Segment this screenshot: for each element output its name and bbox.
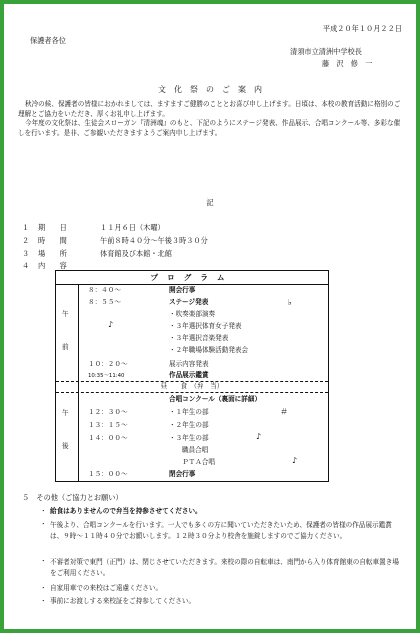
program-item: ＰＴＡ合唱 xyxy=(182,458,215,466)
school-name: 清須市立清洲中学校長 xyxy=(290,47,362,56)
bullet-icon: ・ xyxy=(40,520,47,528)
bullet-icon: ・ xyxy=(40,597,47,605)
program-item: ・吹奏楽部演奏 xyxy=(169,310,216,318)
program-item: ・３年生の部 xyxy=(169,434,209,442)
program-time: １５：００～ xyxy=(88,470,128,478)
detail-label-1: 期 日 xyxy=(38,223,67,232)
program-item: ・２年生の部 xyxy=(169,421,209,429)
bullet-icon: ・ xyxy=(40,507,47,515)
lunch-divider-bottom xyxy=(56,392,328,393)
program-table xyxy=(55,270,329,482)
detail-num-2: ２ xyxy=(22,236,30,245)
detail-value-3: 体育館及び本館・北館 xyxy=(100,249,172,258)
program-title: プログラム xyxy=(56,271,328,285)
program-item: 職員合唱 xyxy=(182,446,209,454)
lunch-label: 昼 食 （弁 当） xyxy=(160,382,224,390)
detail-label-3: 場 所 xyxy=(38,249,67,258)
program-item: ステージ発表 xyxy=(169,298,209,306)
detail-label-2: 時 間 xyxy=(38,236,67,245)
program-time: １０：２０～ xyxy=(88,360,128,368)
am-label: 午 前 xyxy=(62,310,69,351)
program-item: 開会行事 xyxy=(169,286,196,294)
program-time: ８：５５～ xyxy=(88,298,121,306)
recipient: 保護者各位 xyxy=(30,36,66,45)
ki-heading: 記 xyxy=(206,198,214,207)
bullet-icon: ・ xyxy=(40,584,47,592)
other-item: 不審者対策で東門（正門）は、閉じさせていただきます。来校の際の自転車は、南門から入り体育館東の自転車置き場をご利用ください。 xyxy=(50,558,399,577)
detail-num-3: ３ xyxy=(22,249,30,258)
detail-value-1: １１月６日（木曜） xyxy=(100,223,165,232)
sharp-note-icon: ＃ xyxy=(280,407,288,416)
program-item: 作品展示鑑賞 xyxy=(169,371,209,379)
flat-note-icon: ♭ xyxy=(288,298,292,307)
other-heading: ５ その他（ご協力とお願い） xyxy=(22,493,123,502)
music-note-icon: ♪ xyxy=(292,456,298,465)
other-item: 自家用車での来校はご遠慮ください。 xyxy=(50,584,163,592)
pm-label: 午 後 xyxy=(62,409,69,450)
other-item: 事前にお渡しする来校証をご持参してください。 xyxy=(50,597,196,605)
program-item: ・３年選択音楽発表 xyxy=(169,334,229,342)
other-item: 午後より、合唱コンクールを行います。一人でも多くの方に聞いていただきたいため、保護者の皆様の作品展示鑑賞は、９時～１１時４０分でお願いします。１２時３０分より校舎を施錠しますのでご協力ください。 xyxy=(50,521,392,540)
intro-paragraph-1: 秋冷の候、保護者の皆様におかれましては、ますますご健勝のこととお喜び申し上げます。日頃は、本校の教育活動に格別のご理解とご協力をいただき、厚くお礼申し上げます。 xyxy=(18,100,401,118)
program-time: 10:35～11:40 xyxy=(88,373,125,379)
program-item: ・２年職場体験活動発表会 xyxy=(169,346,249,354)
other-item: 給食はありませんので弁当を持参させてください。 xyxy=(50,507,202,515)
detail-label-4: 内 容 xyxy=(38,261,67,270)
program-time: １２：３０～ xyxy=(88,408,128,416)
music-note-icon: ♪ xyxy=(256,432,262,441)
date: 平成２０年１０月２２日 xyxy=(322,24,402,33)
detail-value-2: 午前８時４０分～午後３時３０分 xyxy=(100,236,208,245)
document-title: 文 化 祭 の ご 案 内 xyxy=(158,85,262,94)
intro-text xyxy=(18,100,402,138)
intro-paragraph-2: 今年度の文化祭は、生徒会スローガン『清洲魂』のもと、下記のようにステージ発表、作品展示、合唱コンクール等、多彩な催しを行います。是非、ご参観いただきますようご案内申し上げます。 xyxy=(18,119,401,137)
program-time: １３：１５～ xyxy=(88,421,128,429)
detail-num-1: １ xyxy=(22,223,30,232)
program-time: ８：４０～ xyxy=(88,286,121,294)
program-item: ・３年選択体育女子発表 xyxy=(169,322,242,330)
music-note-icon: ♪ xyxy=(108,320,114,329)
program-item: 閉会行事 xyxy=(169,470,196,478)
program-item: 展示内容発表 xyxy=(169,360,209,368)
bullet-icon: ・ xyxy=(40,557,47,565)
program-item: ・１年生の部 xyxy=(169,408,209,416)
principal-name: 藤 沢 修 一 xyxy=(322,59,373,68)
program-time: １４：００～ xyxy=(88,434,128,442)
program-item: 合唱コンクール（裏面に詳細） xyxy=(169,395,262,403)
detail-num-4: ４ xyxy=(22,261,30,270)
